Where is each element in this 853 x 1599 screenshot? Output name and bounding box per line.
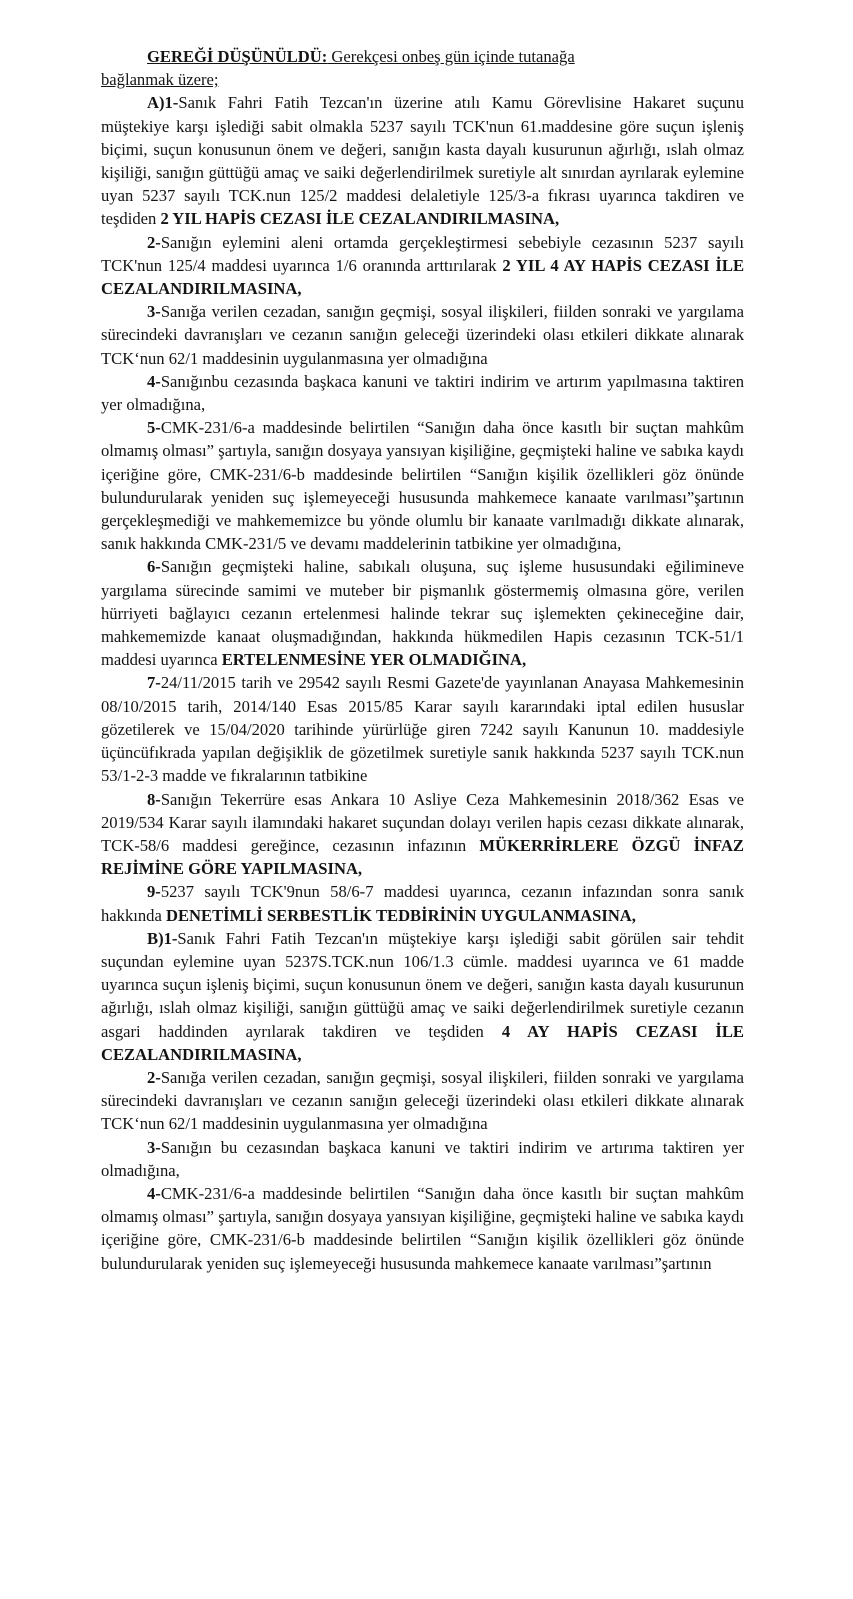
paragraph-a9 bbox=[101, 880, 744, 926]
paragraph-number: 9- bbox=[147, 882, 161, 902]
paragraph-text: 5237 sayılı TCK'9nun 58/6-7 maddesi uyarınca, cezanın infazından sonra sanık hakkında bbox=[101, 882, 744, 925]
paragraph-number: 2- bbox=[147, 232, 161, 252]
paragraph-number: 4- bbox=[147, 1183, 161, 1203]
paragraph-text: CMK-231/6-a maddesinde belirtilen “Sanığın daha önce kasıtlı bir suçtan mahkûm olmamış olması” şartıyla, sanığın dosyaya yansıyan kişiliğine, geçmişteki haline ve sabıka kaydı içeriğine göre, CMK-231/6-b maddesinde belirtilen “Sanığın kişilik özellikleri göz önünde bulundurularak yeniden suç işlemeyeceği hususunda mahkemece kanaate varılması”şartının gerçekleşmediği ve mahkememizce bu yönde olumlu bir kanaate varılmadığı dikkate alınarak, sanık hakkında CMK-231/5 ve devamı maddelerinin tatbikine yer olmadığına, bbox=[101, 418, 744, 554]
paragraph-ruling: 2 YIL HAPİS CEZASI İLE CEZALANDIRILMASINA, bbox=[160, 209, 560, 229]
paragraph-a4 bbox=[101, 370, 744, 416]
paragraph-a3 bbox=[101, 300, 744, 370]
verdict-heading-text-cont: bağlanmak üzere; bbox=[101, 70, 219, 90]
paragraph-text: CMK-231/6-a maddesinde belirtilen “Sanığın daha önce kasıtlı bir suçtan mahkûm olmamış olması” şartıyla, sanığın dosyaya yansıyan kişiliğine, geçmişteki haline ve sabıka kaydı içeriğine göre, CMK-231/6-b maddesinde belirtilen “Sanığın kişilik özellikleri göz önünde bulundurularak yeniden suç işlemeyeceği hususunda mahkemece kanaate varılması”şartının bbox=[101, 1183, 744, 1273]
paragraph-a8 bbox=[101, 788, 744, 881]
paragraph-a6 bbox=[101, 555, 744, 671]
paragraph-a5 bbox=[101, 416, 744, 555]
paragraph-number: A)1- bbox=[147, 93, 179, 113]
paragraph-text: Sanığın geçmişteki haline, sabıkalı oluşuna, suç işleme hususundaki eğilimineve yargılama sürecinde samimi ve muteber bir pişmanlık göstermemiş olmasına göre, verilen hürriyeti bağlayıcı cezanın ertelenmesi halinde tekrar suç işlemekten çekineceğine dair, mahkememizde kanaat oluşmadığından, hakkında hükmedilen Hapis cezasının TCK-51/1 maddesi uyarınca bbox=[101, 557, 744, 670]
paragraph-number: 5- bbox=[147, 418, 161, 438]
paragraph-number: 3- bbox=[147, 302, 161, 322]
paragraph-a1 bbox=[101, 91, 744, 230]
paragraph-text: Sanık Fahri Fatih Tezcan'ın müştekiye karşı işlediği sabit görülen sair tehdit suçundan eylemine uyan 5237S.TCK.nun 106/1.3 cümle. maddesi uyarınca ve 61 madde uyarınca suçun işleniş biçimi, suçun konusunun önem ve değeri, sanığın kasta dayalı kusurunun ağırlığı, ıslah olmaz kişiliği, sanığın güttüğü amaç ve saiki değerlendirilmek suretiyle cezanın asgari haddinden ayrılarak takdiren ve teşdiden bbox=[101, 928, 744, 1041]
paragraph-text: Sanık Fahri Fatih Tezcan'ın üzerine atılı Kamu Görevlisine Hakaret suçunu müştekiye karşı işlediği sabit olmakla 5237 sayılı TCK'nun 61.maddesine göre suçun işleniş biçimi, suçun konusunun önem ve değeri, sanığın kasta dayalı kusurunun ağırlığı, ıslah olmaz kişiliği, sanığın güttüğü amaç ve saiki değerlendirilmek suretiyle alt sınırdan ayrılarak eylemine uyan 5237 sayılı TCK.nun 125/2 maddesi delaletiyle 125/3-a fıkrası uyarınca takdiren ve teşdiden bbox=[101, 93, 744, 229]
paragraph-ruling: 2 YIL 4 AY HAPİS CEZASI İLE CEZALANDIRILMASINA, bbox=[101, 255, 745, 299]
paragraph-a2 bbox=[101, 231, 744, 301]
paragraph-b4 bbox=[101, 1182, 744, 1275]
verdict-heading bbox=[101, 45, 744, 91]
verdict-label: GEREĞİ DÜŞÜNÜLDÜ: bbox=[147, 47, 328, 66]
paragraph-a7 bbox=[101, 671, 744, 787]
paragraph-ruling: DENETİMLİ SERBESTLİK TEDBİRİNİN UYGULANMASINA, bbox=[165, 905, 636, 925]
paragraph-b3 bbox=[101, 1136, 744, 1182]
paragraph-number: 3- bbox=[147, 1137, 161, 1157]
paragraph-number: 4- bbox=[147, 371, 161, 391]
document-body bbox=[101, 45, 744, 1275]
paragraph-text: Sanığa verilen cezadan, sanığın geçmişi, sosyal ilişkileri, fiilden sonraki ve yargılama sürecindeki davranışları ve cezanın sanığın geleceği üzerindeki olası etkileri dikkate alınarak TCK‘nun 62/1 maddesinin uygulanmasına yer olmadığına bbox=[101, 302, 744, 368]
paragraph-text: Sanığa verilen cezadan, sanığın geçmişi, sosyal ilişkileri, fiilden sonraki ve yargılama sürecindeki davranışları ve cezanın sanığın geleceği üzerindeki olası etkileri dikkate alınarak TCK‘nun 62/1 maddesinin uygulanmasına yer olmadığına bbox=[101, 1067, 744, 1134]
paragraph-text: Sanığın Tekerrüre esas Ankara 10 Asliye Ceza Mahkemesinin 2018/362 Esas ve 2019/534 Karar sayılı ilamındaki hakaret suçundan dolayı verilen hapis cezası dikkate alınarak, TCK-58/6 maddesi gereğince, cezasının infazının bbox=[101, 789, 744, 855]
paragraph-ruling: MÜKERRİRLERE ÖZGÜ İNFAZ REJİMİNE GÖRE YAPILMASINA, bbox=[101, 835, 744, 879]
paragraph-b2 bbox=[101, 1066, 744, 1136]
paragraph-number: 6- bbox=[147, 557, 161, 577]
paragraph-text: 24/11/2015 tarih ve 29542 sayılı Resmi Gazete'de yayınlanan Anayasa Mahkemesinin 08/10/2015 tarih, 2014/140 Esas 2015/85 Karar sayılı kararındaki iptal edilen hususlar gözetilerek ve 15/04/2020 tarihinde yürürlüğe giren 7242 sayılı Kanunun 10. maddesiyle üçüncüfıkrada yapılan değişiklik de gözetilmek suretiyle sanık hakkında 5237 sayılı TCK.nun 53/1-2-3 madde ve fıkralarının tatbikine bbox=[101, 673, 744, 786]
paragraph-b1 bbox=[101, 927, 744, 1066]
paragraph-text: Sanığınbu cezasında başkaca kanuni ve taktiri indirim ve artırım yapılmasına taktiren yer olmadığına, bbox=[101, 371, 744, 415]
paragraph-text: Sanığın bu cezasından başkaca kanuni ve taktiri indirim ve artırıma taktiren yer olmadığına, bbox=[101, 1137, 744, 1180]
paragraph-number: 7- bbox=[147, 673, 161, 693]
paragraph-text: Sanığın eylemini aleni ortamda gerçekleştirmesi sebebiyle cezasının 5237 sayılı TCK'nun 125/4 maddesi uyarınca 1/6 oranında arttırılarak bbox=[101, 232, 744, 275]
paragraph-number: B)1- bbox=[147, 928, 178, 948]
paragraph-number: 2- bbox=[147, 1067, 161, 1087]
verdict-heading-text: Gerekçesi onbeş gün içinde tutanağa bbox=[327, 47, 575, 66]
paragraph-ruling: 4 AY HAPİS CEZASI İLE CEZALANDIRILMASINA, bbox=[101, 1021, 744, 1064]
paragraph-ruling: ERTELENMESİNE YER OLMADIĞINA, bbox=[221, 650, 527, 670]
page-bottom-crop bbox=[0, 1546, 853, 1599]
paragraph-number: 8- bbox=[147, 789, 161, 809]
